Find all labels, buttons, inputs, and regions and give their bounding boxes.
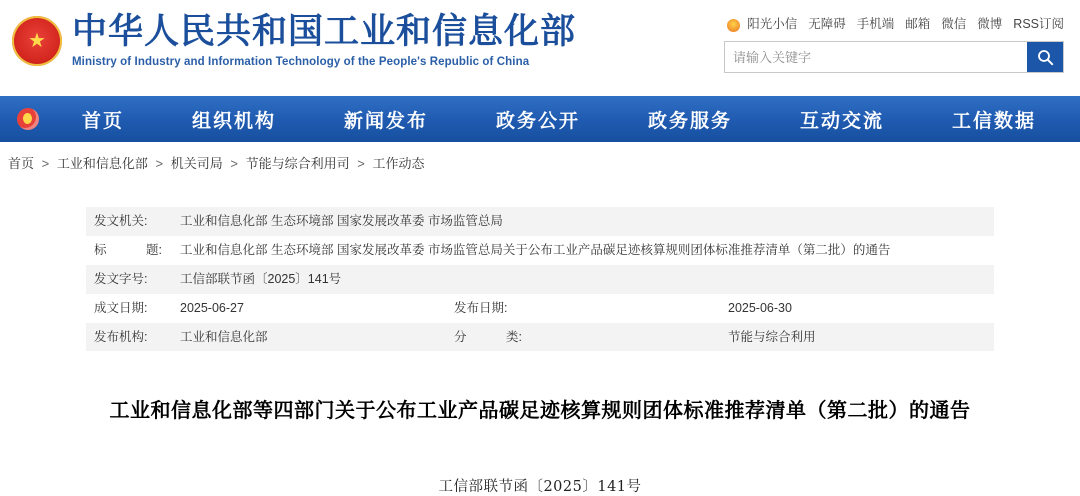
header-right-panel bbox=[724, 14, 1064, 73]
site-title-block bbox=[72, 14, 576, 68]
site-header bbox=[0, 0, 1080, 96]
miit-logo-swirl bbox=[17, 108, 39, 130]
meta-row-title bbox=[86, 236, 994, 265]
nav-items bbox=[48, 106, 1080, 133]
meta-label-category bbox=[446, 323, 720, 352]
search-box[interactable] bbox=[724, 41, 1064, 73]
site-title-cn: 中华人民共和国工业和信息化部 bbox=[72, 12, 577, 52]
meta-value-doc-number: 工信部联节函〔2025〕141号 bbox=[172, 265, 994, 294]
national-emblem-icon bbox=[12, 16, 62, 66]
miit-logo-icon bbox=[8, 108, 48, 130]
meta-value-title: 工业和信息化部 生态环境部 国家发展改革委 市场监管总局关于公布工业产品碳足迹核算规则团体标准推荐清单（第二批）的通告 bbox=[180, 242, 891, 257]
search-input[interactable] bbox=[725, 43, 1027, 71]
nav-item-home[interactable]: 首页 bbox=[81, 109, 124, 132]
meta-value-category: 节能与综合利用 bbox=[720, 323, 994, 352]
top-link-mobile[interactable]: 手机端 bbox=[856, 17, 895, 31]
meta-row-organization bbox=[86, 323, 994, 352]
meta-row-doc-number bbox=[86, 265, 994, 294]
site-title-en: Ministry of Industry and Information Technology of the People's Republic of China bbox=[72, 55, 530, 68]
top-link-weibo[interactable]: 微博 bbox=[977, 17, 1003, 31]
meta-label-category-colon: 类: bbox=[506, 329, 522, 344]
main-nav bbox=[0, 96, 1080, 142]
top-link-mail[interactable]: 邮箱 bbox=[905, 17, 931, 31]
sun-icon bbox=[727, 19, 740, 32]
meta-value-written-date: 2025-06-27 bbox=[180, 300, 244, 315]
meta-row-issuing-agency bbox=[86, 207, 994, 236]
breadcrumb-item-home[interactable]: 首页 bbox=[8, 156, 35, 171]
document-body bbox=[0, 181, 1080, 496]
top-links bbox=[724, 14, 1064, 32]
meta-label-title-text: 标 bbox=[94, 242, 107, 257]
meta-label-doc-number: 发文字号: bbox=[86, 265, 172, 294]
top-link-accessibility[interactable]: 无障碍 bbox=[808, 17, 846, 31]
document-meta-table bbox=[86, 207, 994, 351]
breadcrumb-separator: > bbox=[230, 156, 238, 171]
meta-label-title: 标 题: bbox=[94, 242, 162, 257]
breadcrumb-separator: > bbox=[41, 156, 50, 171]
breadcrumb-item-departments[interactable]: 机关司局 bbox=[170, 156, 223, 171]
nav-item-news[interactable]: 新闻发布 bbox=[343, 109, 428, 132]
meta-label-written-date: 成文日期: bbox=[94, 300, 148, 315]
search-button[interactable] bbox=[1027, 42, 1063, 72]
emblem-star-glyph: ★ bbox=[28, 30, 46, 52]
breadcrumb-item-work-updates[interactable]: 工作动态 bbox=[372, 156, 425, 171]
nav-item-government-services[interactable]: 政务服务 bbox=[647, 109, 732, 132]
meta-label-issuing-agency: 发文机关: bbox=[86, 207, 172, 236]
nav-item-interaction[interactable]: 互动交流 bbox=[799, 109, 884, 132]
nav-item-data[interactable]: 工信数据 bbox=[951, 109, 1036, 132]
meta-value-issuing-agency: 工业和信息化部 生态环境部 国家发展改革委 市场监管总局 bbox=[172, 207, 994, 236]
top-link-rss[interactable]: RSS订阅 bbox=[1013, 17, 1064, 31]
article-doc-number: 工信部联节函〔2025〕141号 bbox=[438, 479, 642, 496]
meta-value-publishing-org: 工业和信息化部 bbox=[172, 323, 446, 352]
breadcrumb-item-energy-dept[interactable]: 节能与综合利用司 bbox=[245, 156, 350, 171]
nav-item-organization[interactable]: 组织机构 bbox=[191, 109, 276, 132]
nav-item-government-affairs[interactable]: 政务公开 bbox=[495, 109, 580, 132]
meta-label-title-colon: 题 bbox=[146, 242, 159, 257]
article-title: 工业和信息化部等四部门关于公布工业产品碳足迹核算规则团体标准推荐清单（第二批）的通告 bbox=[109, 398, 971, 423]
breadcrumb bbox=[0, 142, 1080, 181]
meta-label-publish-date: 发布日期: bbox=[454, 300, 508, 315]
meta-label-publishing-org: 发布机构: bbox=[86, 323, 172, 352]
meta-label-category-text: 分 bbox=[454, 329, 467, 344]
meta-row-dates bbox=[86, 294, 994, 323]
top-link-sunshine[interactable]: 阳光小信 bbox=[747, 17, 798, 31]
breadcrumb-separator: > bbox=[357, 156, 365, 171]
breadcrumb-item-miit[interactable]: 工业和信息化部 bbox=[56, 156, 148, 171]
top-link-wechat[interactable]: 微信 bbox=[941, 17, 967, 31]
breadcrumb-separator: > bbox=[155, 156, 164, 171]
meta-value-publish-date: 2025-06-30 bbox=[728, 300, 792, 315]
search-icon bbox=[1037, 49, 1054, 66]
